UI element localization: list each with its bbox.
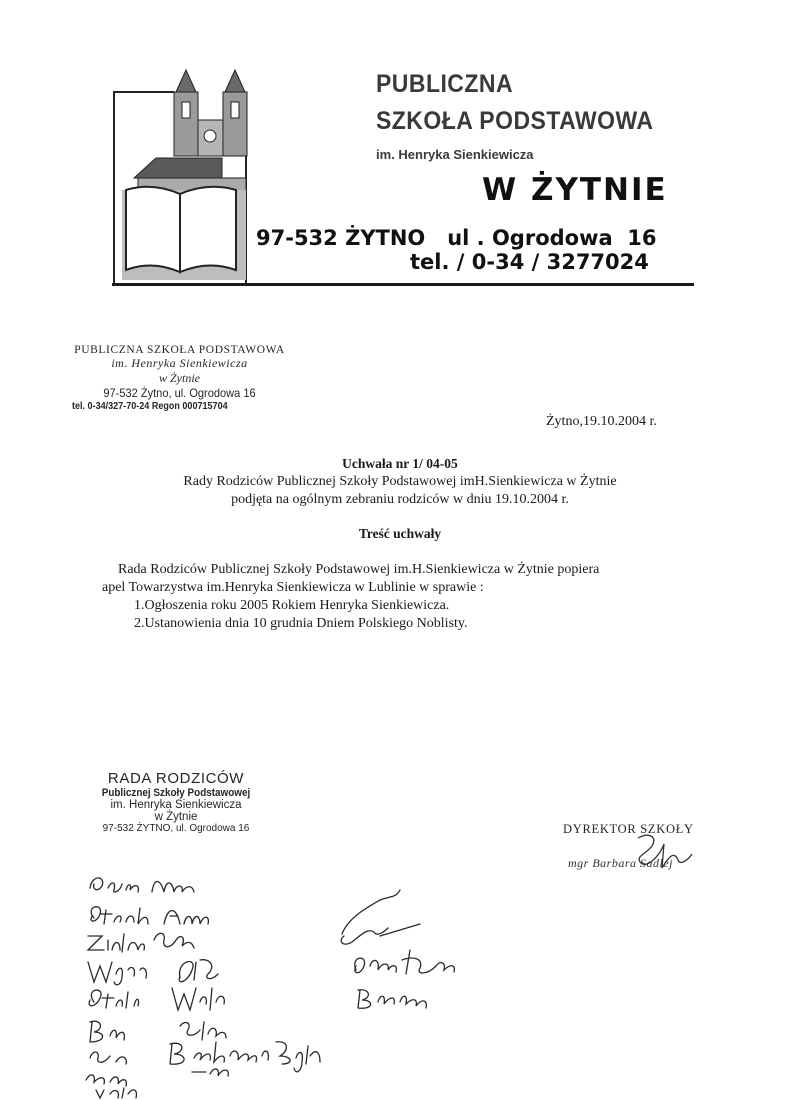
content-item-2: 2.Ustanowienia dnia 10 grudnia Dniem Polskiego Noblisty. <box>134 616 468 631</box>
council-stamp-line1: RADA RODZICÓW <box>107 770 245 787</box>
council-stamp-line4: w Żytnie <box>154 811 198 823</box>
resolution-line2: podjęta na ogólnym zebraniu rodziców w dniu 19.10.2004 r. <box>231 492 569 507</box>
school-stamp-line2: im. Henryka Sienkiewicza <box>111 356 248 370</box>
council-stamp-line2: Publicznej Szkoły Podstawowej <box>101 787 251 799</box>
school-stamp-line3: w Żytnie <box>159 371 200 385</box>
content-body-line2: apel Towarzystwa im.Henryka Sienkiewicza w Lublinie w sprawie : <box>102 580 484 595</box>
content-title: Treść uchwały <box>358 526 442 541</box>
resolution-line1: Rady Rodziców Publicznej Szkoły Podstawowej imH.Sienkiewicza w Żytnie <box>183 474 617 489</box>
director-signature <box>618 830 698 880</box>
school-stamp <box>72 344 287 412</box>
letterhead-line1: PUBLICZNA <box>376 70 514 98</box>
letterhead-address: 97-532 ŻYTNO ul . Ogrodowa 16 <box>256 226 657 250</box>
council-stamp <box>86 770 266 834</box>
letterhead-line3: im. Henryka Sienkiewicza <box>376 147 534 162</box>
school-stamp-line5: tel. 0-34/327-70-24 Regon 000715704 <box>72 400 228 412</box>
letterhead-line2: SZKOŁA PODSTAWOWA <box>376 107 654 135</box>
council-stamp-line3: im. Henryka Sienkiewicza <box>110 799 242 811</box>
handwritten-signatures <box>80 870 500 1100</box>
council-stamp-line5: 97-532 ŻYTNO, ul. Ogrodowa 16 <box>102 823 250 834</box>
director-title: DYREKTOR SZKOŁY <box>563 822 694 836</box>
resolution-title: Uchwała nr 1/ 04-05 <box>342 456 458 471</box>
place-date: Żytno,19.10.2004 r. <box>546 414 657 429</box>
director-name: mgr Barbara Sadlej <box>568 856 673 870</box>
content-item-1: 1.Ogłoszenia roku 2005 Rokiem Henryka Sienkiewicza. <box>134 598 450 613</box>
content-body-line1: Rada Rodziców Publicznej Szkoły Podstawowej im.H.Sienkiewicza w Żytnie popiera <box>118 562 600 577</box>
letterhead-town: W ŻYTNIE <box>482 172 668 208</box>
church-book-logo-icon <box>112 66 248 286</box>
school-stamp-line1: PUBLICZNA SZKOŁA PODSTAWOWA <box>74 344 285 356</box>
letterhead-rule <box>112 283 694 286</box>
letterhead-phone: tel. / 0-34 / 3277024 <box>410 250 649 274</box>
school-stamp-line4: 97-532 Żytno, ul. Ogrodowa 16 <box>103 386 256 400</box>
